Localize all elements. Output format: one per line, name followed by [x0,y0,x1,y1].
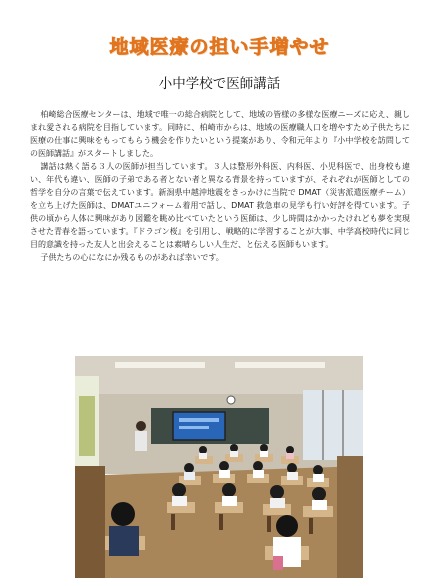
classroom-photo [75,356,363,578]
window-foliage [79,396,95,456]
ceiling-light [235,362,325,368]
right-lockers [337,456,363,578]
left-lockers [75,466,105,578]
classroom-illustration [75,356,363,578]
right-window [303,390,363,460]
page-title: 地域医療の担い手増やせ [109,36,330,58]
article-body [30,108,410,264]
ceiling-light [115,362,205,368]
article-paragraph-3: 子供たちの心になにか残るものがあれば幸いです。 [40,253,224,262]
article-paragraph-2: 講話は熱く語る３人の医師が担当しています。３人は整形外科医、内科医、小児科医で、出身校も違い、年代も違い、医師の子弟である者とない者と異なる背景を持っていますが、それぞれが医師としての哲学を自分の言葉で伝えています。新潟県中越沖地震をきっかけに当院で DMAT（災害派遣医療チーム）を立ち上げた医師は、DMATユニフォーム着用で話し、DMAT 救急車の見学も行い好評を得ています。子供の頃から人体に興味があり図鑑を眺め比べていたという医師は、少し時間はかかったけれども夢を実現させた青春を語っています。『ドラゴン桜』を引用し、戦略的に学習することが大事、中学高校時代に同じ目的意識を持った友人と出会えることは素晴らしい人生だ、と伝える医師もいます。 [30,162,410,249]
page-subtitle: 小中学校で医師講話 [158,76,281,92]
clock-icon [227,396,235,404]
article-paragraph-1: 柏崎総合医療センターは、地域で唯一の総合病院として、地域の皆様の多様な医療ニーズに応え、親しまれ愛される病院を目指しています。同時に、柏崎市からは、地域の医療職人口を増やすため子供たちに医療の仕事に興味をもってもらう機会を作りたいという提案があり、令和元年より『小中学校を訪問しての医師講話』がスタートしました。 [30,110,410,158]
presenter [136,421,146,431]
